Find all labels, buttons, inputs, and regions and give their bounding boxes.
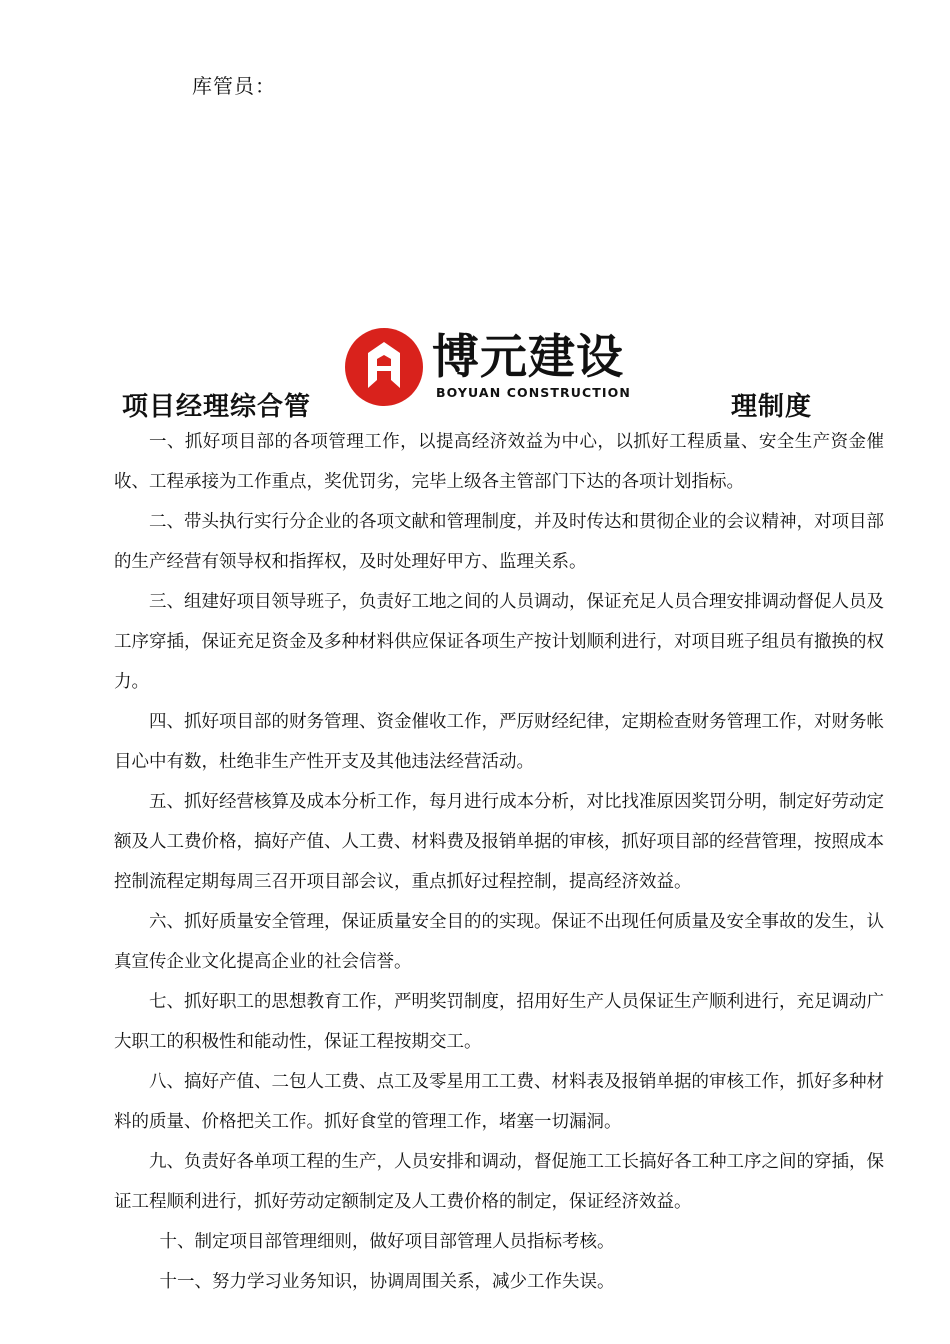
paragraph: 九、负责好各单项工程的生产，人员安排和调动，督促施工工长搞好各工种工序之间的穿插，保证工程顺利进行，抓好劳动定额制定及人工费价格的制定，保证经济效益。 bbox=[114, 1152, 884, 1212]
logo-chinese-name: 博元建设 bbox=[432, 330, 624, 385]
paragraph: 二、带头执行实行分企业的各项文献和管理制度，并及时传达和贯彻企业的会议精神，对项目部的生产经营有领导权和指挥权，及时处理好甲方、监理关系。 bbox=[114, 512, 884, 572]
paragraph: 八、搞好产值、二包人工费、点工及零星用工工费、材料表及报销单据的审核工作，抓好多种材料的质量、价格把关工作。抓好食堂的管理工作，堵塞一切漏洞。 bbox=[114, 1072, 884, 1132]
logo-english-name: BOYUAN CONSTRUCTION bbox=[436, 385, 631, 400]
paragraph: 七、抓好职工的思想教育工作，严明奖罚制度，招用好生产人员保证生产顺利进行，充足调动广大职工的积极性和能动性，保证工程按期交工。 bbox=[114, 992, 884, 1052]
company-logo bbox=[344, 326, 654, 408]
document-body bbox=[114, 422, 884, 1302]
document-title-part-2: 理制度 bbox=[731, 392, 813, 422]
paragraph: 五、抓好经营核算及成本分析工作，每月进行成本分析，对比找准原因奖罚分明，制定好劳动定额及人工费价格，搞好产值、人工费、材料费及报销单据的审核，抓好项目部的经营管理，按照成本控制流程定期每周三召开项目部会议，重点抓好过程控制，提高经济效益。 bbox=[114, 792, 884, 892]
document-title-part-1: 项目经理综合管 bbox=[122, 392, 312, 422]
paragraph: 一、抓好项目部的各项管理工作，以提高经济效益为中心，以抓好工程质量、安全生产资金催收、工程承接为工作重点，奖优罚劣，完毕上级各主管部门下达的各项计划指标。 bbox=[114, 432, 884, 492]
logo-emblem-icon bbox=[344, 326, 428, 408]
paragraph: 三、组建好项目领导班子，负责好工地之间的人员调动，保证充足人员合理安排调动督促人员及工序穿插，保证充足资金及多种材料供应保证各项生产按计划顺利进行，对项目班子组员有撤换的权力。 bbox=[114, 592, 884, 692]
paragraph: 六、抓好质量安全管理，保证质量安全目的的实现。保证不出现任何质量及安全事故的发生，认真宣传企业文化提高企业的社会信誉。 bbox=[114, 912, 884, 972]
paragraph: 十一、努力学习业务知识，协调周围关系，减少工作失误。 bbox=[159, 1272, 615, 1292]
storekeeper-signature-label: 库管员： bbox=[192, 74, 276, 98]
paragraph: 十、制定项目部管理细则，做好项目部管理人员指标考核。 bbox=[159, 1232, 615, 1252]
paragraph: 四、抓好项目部的财务管理、资金催收工作，严厉财经纪律，定期检查财务管理工作，对财务帐目心中有数，杜绝非生产性开支及其他违法经营活动。 bbox=[114, 712, 884, 772]
